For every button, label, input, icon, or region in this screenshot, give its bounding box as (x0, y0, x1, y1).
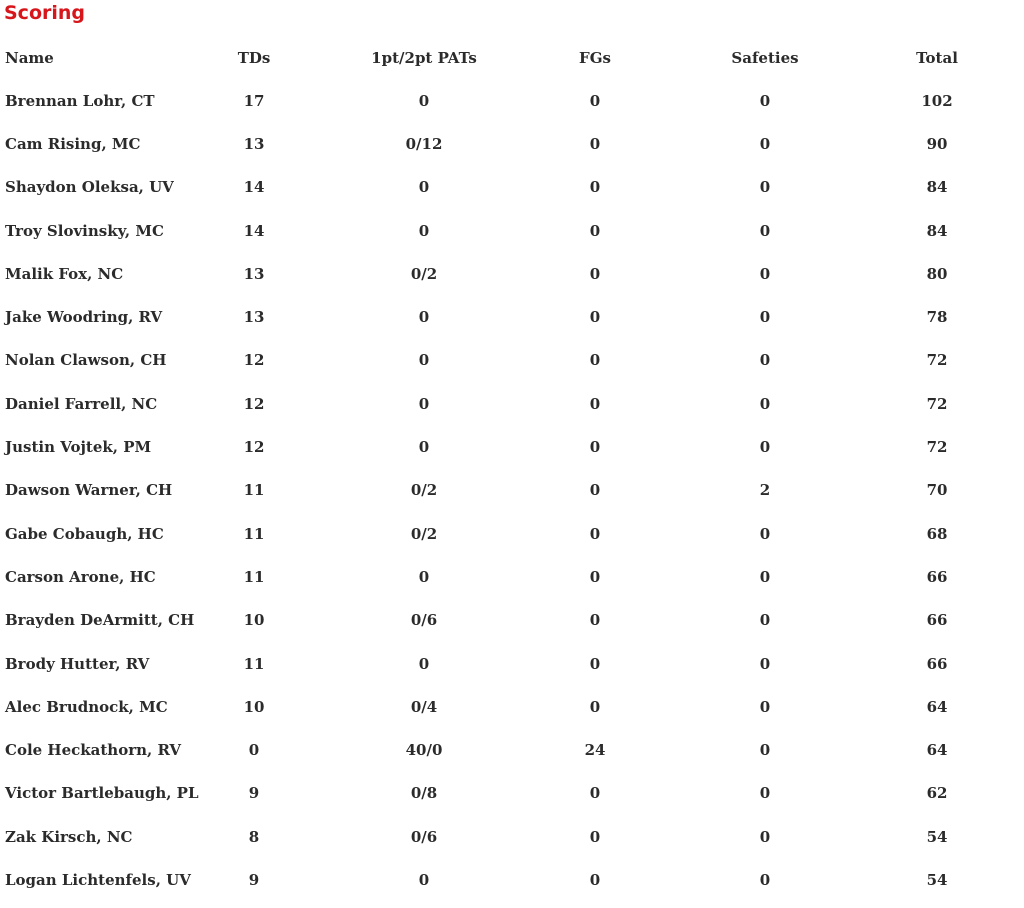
tds-cell: 13 (243, 264, 265, 283)
fgs-cell: 0 (589, 481, 601, 500)
column-header-tds: TDs (237, 48, 271, 67)
total-cell: 70 (926, 481, 948, 500)
pats-cell: 40/0 (405, 741, 443, 760)
pats-cell: 0/4 (410, 697, 438, 716)
total-cell: 90 (926, 134, 948, 153)
safeties-cell: 0 (759, 438, 771, 457)
tds-cell: 14 (243, 221, 265, 240)
table-row (0, 642, 1024, 685)
safeties-cell: 0 (759, 308, 771, 327)
fgs-cell: 0 (589, 438, 601, 457)
safeties-cell: 0 (759, 264, 771, 283)
player-name-cell: Victor Bartlebaugh, PL (5, 784, 199, 803)
pats-cell: 0 (418, 654, 430, 673)
fgs-cell: 0 (589, 870, 601, 889)
tds-cell: 9 (248, 870, 260, 889)
tds-cell: 10 (243, 697, 265, 716)
tds-cell: 13 (243, 308, 265, 327)
safeties-cell: 0 (759, 741, 771, 760)
pats-cell: 0 (418, 351, 430, 370)
tds-cell: 11 (243, 524, 265, 543)
fgs-cell: 0 (589, 178, 601, 197)
safeties-cell: 0 (759, 351, 771, 370)
tds-cell: 11 (243, 481, 265, 500)
player-name-cell: Daniel Farrell, NC (5, 394, 158, 413)
table-row (0, 772, 1024, 815)
table-row (0, 79, 1024, 122)
tds-cell: 14 (243, 178, 265, 197)
total-cell: 80 (926, 264, 948, 283)
fgs-cell: 0 (589, 524, 601, 543)
column-header-total: Total (916, 48, 958, 67)
scoring-table (0, 36, 1024, 902)
player-name-cell: Brayden DeArmitt, CH (5, 611, 195, 630)
fgs-cell: 0 (589, 308, 601, 327)
table-row (0, 858, 1024, 901)
player-name-cell: Justin Vojtek, PM (5, 438, 152, 457)
player-name-cell: Shaydon Oleksa, UV (5, 178, 174, 197)
pats-cell: 0 (418, 221, 430, 240)
safeties-cell: 0 (759, 221, 771, 240)
total-cell: 66 (926, 654, 948, 673)
total-cell: 54 (926, 827, 948, 846)
fgs-cell: 0 (589, 611, 601, 630)
safeties-cell: 2 (759, 481, 771, 500)
fgs-cell: 0 (589, 784, 601, 803)
table-row (0, 512, 1024, 555)
tds-cell: 11 (243, 654, 265, 673)
pats-cell: 0/2 (410, 481, 438, 500)
player-name-cell: Malik Fox, NC (5, 264, 124, 283)
table-row (0, 728, 1024, 771)
table-body (0, 79, 1024, 902)
player-name-cell: Zak Kirsch, NC (5, 827, 133, 846)
player-name-cell: Cole Heckathorn, RV (5, 741, 182, 760)
safeties-cell: 0 (759, 178, 771, 197)
total-cell: 66 (926, 611, 948, 630)
fgs-cell: 0 (589, 351, 601, 370)
player-name-cell: Gabe Cobaugh, HC (5, 524, 164, 543)
pats-cell: 0/6 (410, 611, 438, 630)
tds-cell: 10 (243, 611, 265, 630)
pats-cell: 0/12 (405, 134, 443, 153)
tds-cell: 0 (248, 741, 260, 760)
table-row (0, 339, 1024, 382)
safeties-cell: 0 (759, 91, 771, 110)
table-row (0, 685, 1024, 728)
total-cell: 64 (926, 697, 948, 716)
player-name-cell: Nolan Clawson, CH (5, 351, 167, 370)
player-name-cell: Alec Brudnock, MC (5, 697, 168, 716)
total-cell: 78 (926, 308, 948, 327)
column-header-fgs: FGs (579, 48, 611, 67)
fgs-cell: 0 (589, 697, 601, 716)
total-cell: 66 (926, 567, 948, 586)
fgs-cell: 0 (589, 394, 601, 413)
total-cell: 64 (926, 741, 948, 760)
pats-cell: 0 (418, 91, 430, 110)
player-name-cell: Cam Rising, MC (5, 134, 141, 153)
pats-cell: 0 (418, 870, 430, 889)
safeties-cell: 0 (759, 827, 771, 846)
safeties-cell: 0 (759, 784, 771, 803)
table-row (0, 425, 1024, 468)
header-row (0, 36, 1024, 79)
fgs-cell: 24 (584, 741, 606, 760)
player-name-cell: Carson Arone, HC (5, 567, 156, 586)
column-header-safeties: Safeties (731, 48, 799, 67)
total-cell: 72 (926, 351, 948, 370)
pats-cell: 0 (418, 308, 430, 327)
fgs-cell: 0 (589, 567, 601, 586)
player-name-cell: Jake Woodring, RV (5, 308, 163, 327)
table-row (0, 815, 1024, 858)
total-cell: 68 (926, 524, 948, 543)
tds-cell: 9 (248, 784, 260, 803)
tds-cell: 13 (243, 134, 265, 153)
total-cell: 72 (926, 394, 948, 413)
total-cell: 84 (926, 221, 948, 240)
total-cell: 54 (926, 870, 948, 889)
safeties-cell: 0 (759, 394, 771, 413)
pats-cell: 0/2 (410, 524, 438, 543)
player-name-cell: Troy Slovinsky, MC (5, 221, 164, 240)
fgs-cell: 0 (589, 134, 601, 153)
total-cell: 62 (926, 784, 948, 803)
column-header-pats: 1pt/2pt PATs (371, 48, 477, 67)
safeties-cell: 0 (759, 524, 771, 543)
pats-cell: 0 (418, 394, 430, 413)
tds-cell: 17 (243, 91, 265, 110)
fgs-cell: 0 (589, 91, 601, 110)
player-name-cell: Brennan Lohr, CT (5, 91, 155, 110)
pats-cell: 0/2 (410, 264, 438, 283)
pats-cell: 0/8 (410, 784, 438, 803)
table-row (0, 469, 1024, 512)
tds-cell: 8 (248, 827, 260, 846)
pats-cell: 0 (418, 438, 430, 457)
fgs-cell: 0 (589, 827, 601, 846)
safeties-cell: 0 (759, 134, 771, 153)
pats-cell: 0 (418, 567, 430, 586)
fgs-cell: 0 (589, 654, 601, 673)
table-row (0, 599, 1024, 642)
pats-cell: 0 (418, 178, 430, 197)
fgs-cell: 0 (589, 221, 601, 240)
pats-cell: 0/6 (410, 827, 438, 846)
table-row (0, 209, 1024, 252)
player-name-cell: Brody Hutter, RV (5, 654, 150, 673)
table-row (0, 382, 1024, 425)
player-name-cell: Dawson Warner, CH (5, 481, 173, 500)
safeties-cell: 0 (759, 697, 771, 716)
safeties-cell: 0 (759, 567, 771, 586)
total-cell: 84 (926, 178, 948, 197)
table-row (0, 252, 1024, 295)
table-row (0, 166, 1024, 209)
table-row (0, 122, 1024, 165)
player-name-cell: Logan Lichtenfels, UV (5, 870, 191, 889)
table-row (0, 295, 1024, 338)
fgs-cell: 0 (589, 264, 601, 283)
tds-cell: 12 (243, 438, 265, 457)
safeties-cell: 0 (759, 654, 771, 673)
safeties-cell: 0 (759, 870, 771, 889)
tds-cell: 12 (243, 394, 265, 413)
total-cell: 102 (921, 91, 953, 110)
safeties-cell: 0 (759, 611, 771, 630)
column-header-name: Name (5, 48, 54, 67)
page-title: Scoring (4, 2, 86, 24)
table-row (0, 555, 1024, 598)
tds-cell: 11 (243, 567, 265, 586)
tds-cell: 12 (243, 351, 265, 370)
total-cell: 72 (926, 438, 948, 457)
